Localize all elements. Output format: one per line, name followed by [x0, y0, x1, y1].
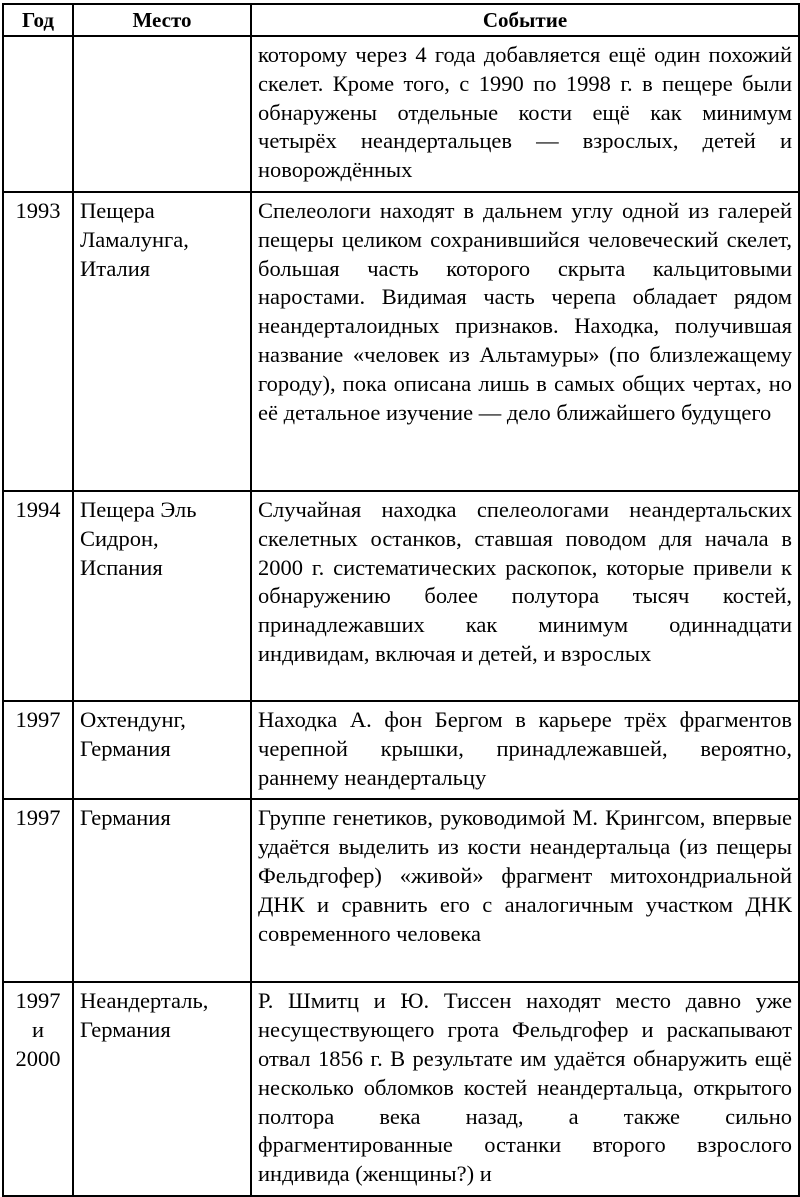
table-row — [3, 491, 799, 701]
year-cell: 1997 — [3, 701, 73, 799]
table-row — [3, 982, 799, 1196]
event-cell: Р. Шмитц и Ю. Тиссен находят место давно уже несуществующего грота Фельдгофер и раскапывают отвал 1856 г. В результате им удаётся обнаружить ещё несколько обломков костей неандертальца, открытого полтора века назад, а также сильно фрагментированные останки второго взрослого индивида (женщины?) и — [251, 982, 799, 1196]
place-cell — [73, 36, 251, 192]
table-row — [3, 36, 799, 192]
table-row — [3, 799, 799, 982]
year-cell: 1997 и 2000 — [3, 982, 73, 1196]
place-cell: Германия — [73, 799, 251, 982]
header-event: Событие — [251, 4, 799, 36]
header-row — [3, 4, 799, 36]
year-cell: 1993 — [3, 192, 73, 491]
year-cell: 1994 — [3, 491, 73, 701]
events-table — [2, 3, 800, 1197]
event-cell: Находка А. фон Бергом в карьере трёх фрагментов черепной крышки, принадлежавшей, вероятно, раннему неандертальцу — [251, 701, 799, 799]
event-cell: которому через 4 года добавляется ещё один похожий скелет. Кроме того, с 1990 по 1998 г. в пещере были обнаружены отдельные кости ещё как минимум четырёх неандертальцев — взрослых, детей и новорождённых — [251, 36, 799, 192]
table-row — [3, 701, 799, 799]
year-cell: 1997 — [3, 799, 73, 982]
place-cell: Пещера Эль Сидрон, Испания — [73, 491, 251, 701]
event-cell: Спелеологи находят в дальнем углу одной из галерей пещеры целиком сохранившийся человеческий скелет, большая часть которого скрыта кальцитовыми наростами. Видимая часть черепа обладает рядом неандерталоидных признаков. Находка, получившая название «человек из Альтамуры» (по близлежащему городу), пока описана лишь в самых общих чертах, но её детальное изучение — дело ближайшего будущего — [251, 192, 799, 491]
place-cell: Неандерталь, Германия — [73, 982, 251, 1196]
place-cell: Пещера Ламалунга, Италия — [73, 192, 251, 491]
table-row — [3, 192, 799, 491]
event-cell: Случайная находка спелеологами неандертальских скелетных останков, ставшая поводом для начала в 2000 г. систематических раскопок, которые привели к обнаружению более полутора тысяч костей, принадлежавших как минимум одиннадцати индивидам, включая и детей, и взрослых — [251, 491, 799, 701]
event-cell: Группе генетиков, руководимой М. Крингсом, впервые удаётся выделить из кости неандертальца (из пещеры Фельдгофер) «живой» фрагмент митохондриальной ДНК и сравнить его с аналогичным участком ДНК современного человека — [251, 799, 799, 982]
year-cell — [3, 36, 73, 192]
place-cell: Охтендунг, Германия — [73, 701, 251, 799]
header-place: Место — [73, 4, 251, 36]
header-year: Год — [3, 4, 73, 36]
